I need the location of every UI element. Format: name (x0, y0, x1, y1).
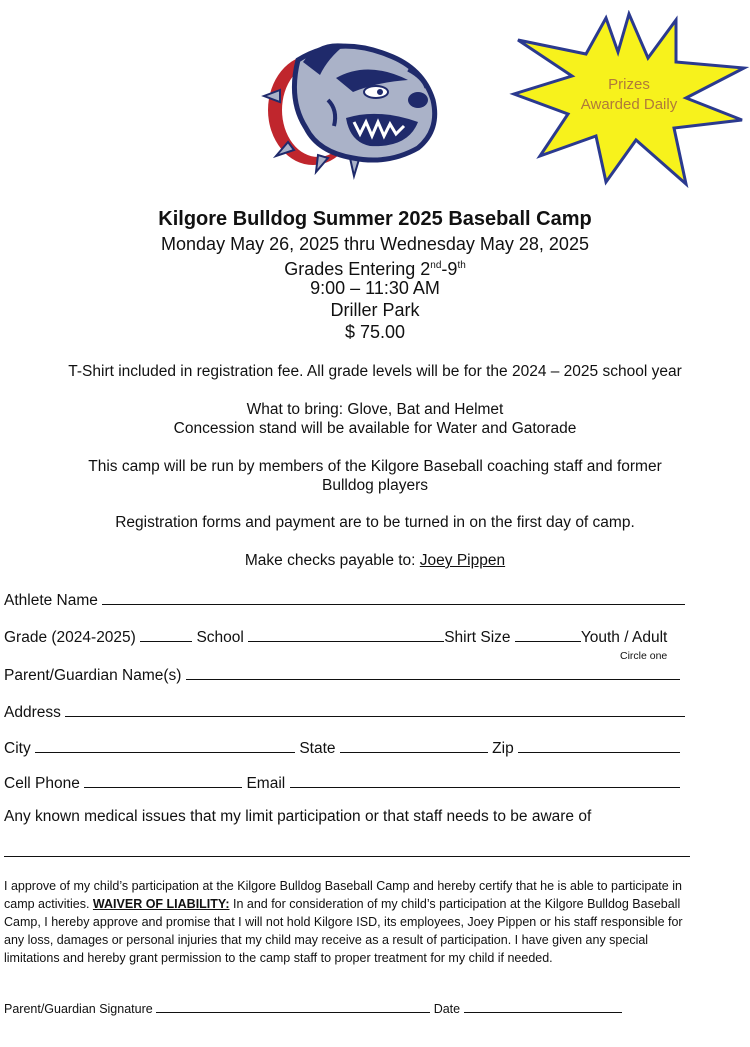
medical-field[interactable] (4, 856, 690, 857)
athlete-name-field[interactable] (102, 589, 685, 605)
medical-row (4, 808, 591, 826)
state-field[interactable] (340, 737, 488, 753)
grades-prefix: Grades Entering 2 (284, 259, 431, 279)
concession-note: Concession stand will be available for Water and Gatorade (173, 420, 577, 437)
address-label: Address (4, 704, 61, 721)
camp-fee: $ 75.00 (344, 322, 406, 342)
bulldog-mascot-logo (258, 30, 448, 180)
athlete-name-label: Athlete Name (4, 592, 98, 609)
registration-note: Registration forms and payment are to be turned in on the first day of camp. (115, 514, 635, 531)
camp-location: Driller Park (330, 300, 420, 320)
date-field[interactable] (464, 999, 622, 1013)
camp-time: 9:00 – 11:30 AM (310, 278, 440, 298)
shirt-size-label: Shirt Size (444, 629, 511, 646)
email-field[interactable] (290, 772, 680, 788)
city-field[interactable] (35, 737, 295, 753)
school-label: School (196, 629, 244, 646)
staff-note-line2: Bulldog players (322, 477, 428, 494)
checks-name: Joey Pippen (419, 552, 506, 569)
state-label: State (299, 740, 336, 757)
youth-adult-option[interactable]: Youth / Adult (580, 629, 668, 646)
grade-school-row (4, 626, 667, 647)
school-field[interactable] (248, 626, 444, 642)
waiver-paragraph (4, 877, 706, 967)
circle-one-note: Circle one (620, 650, 668, 662)
tshirt-note: T-Shirt included in registration fee. All grade levels will be for the 2024 – 2025 school year (68, 363, 682, 380)
starburst-text-prizes: Prizes (608, 76, 650, 93)
grade-field[interactable] (140, 626, 192, 642)
grades-sup-th: th (457, 260, 466, 271)
date-label: Date (433, 1002, 461, 1016)
city-state-zip-row (4, 737, 680, 758)
cell-phone-label: Cell Phone (4, 775, 80, 792)
zip-field[interactable] (518, 737, 680, 753)
camp-dates: Monday May 26, 2025 thru Wednesday May 28, 2025 (161, 234, 589, 254)
shirt-size-field[interactable] (515, 626, 581, 642)
waiver-text-intro: I approve of my child’s participation at the Kilgore Bulldog Baseball Camp and hereby certify that he is able to participate in camp activities. (4, 879, 682, 911)
camp-title: Kilgore Bulldog Summer 2025 Baseball Camp (158, 208, 592, 230)
prizes-starburst (508, 10, 750, 188)
waiver-text-body: In and for consideration of my child’s participation at the Kilgore Bulldog Baseball Camp, I hereby approve and promise that I will not hold Kilgore ISD, its employees, Joey Pippen or his staff responsible for any loss, damages or personal injuries that my child may receive as a result of participation. I have given any special limitations and hereby grant permission to the camp staff to proper treatment for my child if needed. (4, 897, 683, 965)
parent-names-field[interactable] (186, 664, 680, 680)
cell-phone-field[interactable] (84, 772, 242, 788)
grade-label: Grade (2024-2025) (4, 629, 136, 646)
signature-row (4, 999, 622, 1016)
checks-payable (0, 551, 750, 570)
address-field[interactable] (65, 701, 685, 717)
email-label: Email (246, 775, 286, 792)
city-label: City (4, 740, 31, 757)
waiver-title: WAIVER OF LIABILITY: (92, 897, 230, 911)
zip-label: Zip (492, 740, 514, 757)
what-to-bring: What to bring: Glove, Bat and Helmet (246, 401, 504, 418)
grades-mid: -9 (441, 259, 458, 279)
address-row (4, 701, 685, 722)
signature-field[interactable] (156, 999, 430, 1013)
phone-email-row (4, 772, 680, 793)
signature-label: Parent/Guardian Signature (4, 1002, 153, 1016)
starburst-text-awarded: Awarded Daily (580, 96, 678, 113)
parent-names-label: Parent/Guardian Name(s) (4, 667, 182, 684)
parent-names-row (4, 664, 680, 685)
athlete-name-row (4, 589, 685, 610)
medical-label: Any known medical issues that my limit participation or that staff needs to be aware of (4, 808, 592, 825)
checks-prefix: Make checks payable to: (244, 552, 420, 569)
grades-sup-nd: nd (430, 260, 442, 271)
staff-note-line1: This camp will be run by members of the Kilgore Baseball coaching staff and former (88, 458, 662, 475)
